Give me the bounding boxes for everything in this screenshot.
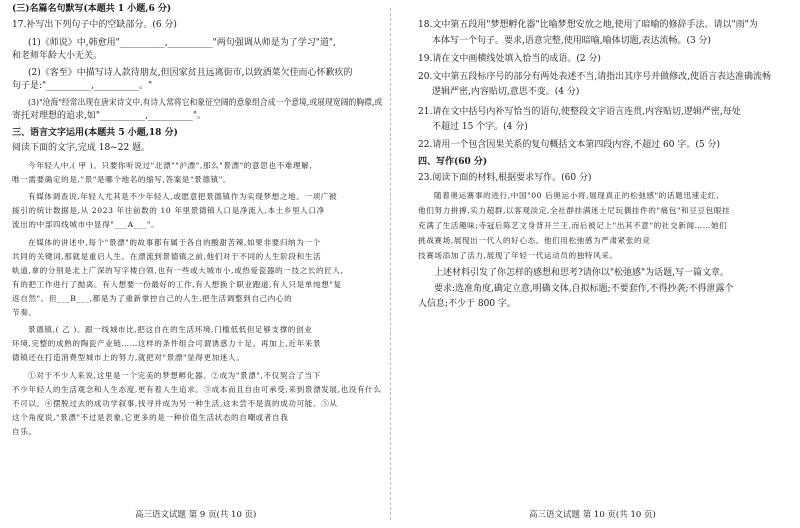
passage-line: 有媒体调查说,年轻人尤其是不少年轻人,或愿意把景德镇作为实现梦想之地。一项广被 (28, 192, 338, 201)
passage-line: 轨道,拿的分别是北上广深的写字楼白领,也有一些或大城市小,或热爱瓷器的一技之长的匠人, (12, 266, 344, 275)
passage-line: 在媒体的讲述中,每个"景漂"的故事都有属于各自的酸甜苦辣,如果非要归纳为一个 (28, 238, 321, 247)
passage-line: 唯一需要确定的是,"景"是哪个地名的缩写,答案是"景德镇"。 (12, 175, 232, 184)
passage-line: 援引的统计数据是,从 2023 年往前数的 10 年里景德镇人口是净流入,本土乡里人口净 (12, 206, 325, 215)
passage-line: 流出的中部四线城市中显得"___A___"。 (12, 220, 160, 229)
passage-line: 自乐。 (12, 427, 37, 436)
question-21: 21.请在文中括号内补写恰当的语句,使整段文字语言连贯,内容贴切,逻辑严密,每处 (418, 107, 741, 117)
passage-line: 环境,完整的成熟的陶瓷产业链……这样的条件组合可谓诱惑力十足。再加上,近年来景 (12, 339, 322, 348)
text-line: 寄托对理想的追求,如"__________,__________"。 (12, 111, 207, 121)
question-22: 22.请用一个包含因果关系的复句概括文本第四段内容,不超过 60 字。(5 分) (418, 140, 720, 150)
material-line: 他们努力拼搏,实力超群,以客观淡定,全社群挂满迷士尼玩偶挂件的"痛包"和豆豆包眼挂 (418, 206, 731, 215)
material-line: 挑战赛场,展现出一代人的好心态。他们用松弛感为严肃紧张的竞 (418, 236, 651, 245)
text-line: 和老师年龄大小无关。 (12, 51, 103, 61)
question-18: 18.文中第五段用"梦想孵化器"比喻梦想安放之地,使用了暗喻的修辞手法。请以"雨"为 (418, 20, 758, 30)
passage-line: 节奏。 (12, 308, 37, 317)
question-23: 23.阅读下面的材料,根据要求写作。(60 分) (418, 173, 592, 183)
passage-line: 有的把工作进行了抛离。有人想要一份最好的工作,有人想换个职业跑道,有人只是单纯想"复 (12, 280, 342, 289)
text-line: 逻辑严密,内容贴切,意思不变。(4 分) (432, 87, 580, 97)
passage-line: 返自然"。但___B___,都是为了重新掌控自己的人生,把生活调整到自己内心的 (12, 294, 293, 303)
page-divider (390, 8, 392, 520)
question-20: 20.文中第五段标序号的部分有两处表述不当,请指出其序号并做修改,使语言表达准确流畅 (418, 72, 772, 82)
section-heading: (三)名篇名句默写(本题共 1 小题,6 分) (12, 4, 172, 14)
passage-line: 不可以。④摆脱过去的成功学叙事,找寻并成为另一种生活,这未尝不是真的成功可能。⑤从 (12, 399, 338, 408)
right-page (396, 0, 800, 528)
text-line: (3)"沧海"经常出现在唐宋诗文中,有诗人常将它和象征空阔的意象组合成一个意境,或展现宽阔的胸襟,或 (28, 98, 383, 108)
question-17: 17.补写出下列句子中的空缺部分。(6 分) (12, 20, 177, 30)
material-line: 技赛场添加了活力,展现了年轻一代运动员的独特风采。 (418, 251, 618, 260)
section-heading: 四、写作(60 分) (418, 157, 488, 167)
text-line: 句子是:"__________,__________。" (12, 81, 153, 91)
prompt-line: 上述材料引发了你怎样的感想和思考?请你以"松弛感"为话题,写一篇文章。 (434, 268, 729, 278)
passage-line: 这个角度说,"景漂"不过是表象,它更多的是一种价值生活状态的自嘲或者自我 (12, 413, 289, 422)
section-heading: 三、语言文字运用(本题共 5 小题,18 分) (12, 128, 178, 138)
passage-line: 不少年轻人的生活观念和人生态度,更有着人生追求。③成本而且自由可承受,来到景漂发展,也没有什么 (12, 385, 382, 394)
question-19: 19.请在文中画横线处填入恰当的成语。(2 分) (418, 54, 601, 64)
left-page (0, 0, 386, 528)
text-line: 本体写一个句子。要求,语意完整,使用暗喻,喻体切题,表达流畅。(3 分) (432, 36, 712, 46)
text-line: 阅读下面的文字,完成 18~22 题。 (12, 143, 151, 153)
text-line: (1)《师说》中,韩愈用"__________,__________"两句强调从师是为了学习"道", (28, 38, 336, 48)
requirement-line: 人信息;不少于 800 字。 (418, 299, 516, 309)
text-line: 不超过 15 个字。(4 分) (432, 122, 528, 132)
page-footer: 高三语文试题 第 10 页(共 10 页) (529, 510, 656, 520)
material-line: 随着奥运赛事的进行,中国"00 后奥运小将,展现真正的松弛感"的话题迅速走红, (434, 191, 720, 200)
passage-line: 共同的关键词,那就是重启人生。在漂流到景德镇之前,他们对于不同的人生阶段和生活 (12, 252, 322, 261)
requirement-line: 要求:选准角度,确定立意,明确文体,自拟标题;不要套作,不得抄袭;不得泄露个 (434, 284, 734, 294)
passage-line: 德镇还在打造消费型城市上的努力,就把对"景漂"显得更加迷人。 (12, 353, 245, 362)
material-line: 充满了生活趣味;寺冠后陈艺文身背开兰王,而后被记上"出其不意"的社交新闻……她们 (418, 221, 728, 230)
passage-line: 景德镇,( 乙 )。跟一线城市比,把这自在的生活环境,门槛低低但足够支撑的创业 (28, 325, 313, 334)
page-footer: 高三语文试题 第 9 页(共 10 页) (135, 510, 257, 520)
passage-line: 今年轻人中,( 甲 )。只要你听说过"北漂""沪漂",那么"景漂"的意思也不难理解, (28, 161, 313, 170)
passage-line: ①对于不少人来说,这里是一个完美的梦想孵化器。②成为"景漂",不仅契合了当下 (28, 371, 321, 380)
text-line: (2)《客至》中描写诗人款待朋友,但因家贫且远离街市,以致酒菜欠佳而心怀歉疚的 (28, 68, 353, 78)
